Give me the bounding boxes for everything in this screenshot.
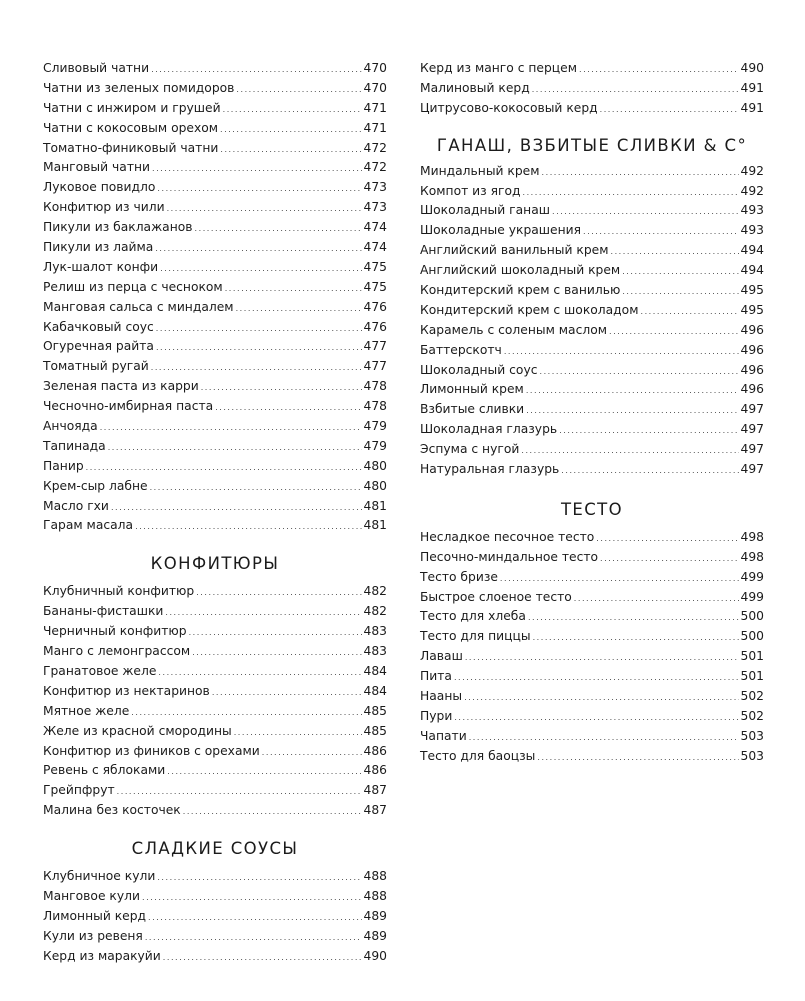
- index-entry: [420, 460, 764, 480]
- dot-leader: [225, 278, 362, 298]
- index-entry: [43, 298, 387, 318]
- dot-leader: [192, 642, 361, 662]
- dot-leader: [148, 907, 361, 927]
- dot-leader: [212, 682, 362, 702]
- dot-leader: [201, 377, 362, 397]
- entry-page-number: 481: [363, 498, 387, 513]
- index-entry: [43, 79, 387, 99]
- dot-leader: [526, 400, 738, 420]
- entry-page-number: 478: [363, 399, 387, 414]
- entry-page-number: 476: [363, 299, 387, 314]
- dot-leader: [223, 99, 362, 119]
- index-entry: [420, 361, 764, 381]
- entry-page-number: 480: [363, 478, 387, 493]
- entry-page-number: 473: [363, 180, 387, 195]
- entry-page-number: 490: [740, 61, 764, 75]
- dot-leader: [236, 79, 361, 99]
- dot-leader: [151, 59, 361, 79]
- entry-title: Кабачковый соус: [43, 319, 154, 334]
- entry-title: Кули из ревеня: [43, 928, 143, 943]
- index-entry: [420, 528, 764, 548]
- index-entry: [420, 747, 764, 767]
- dot-leader: [167, 761, 361, 781]
- entry-page-number: 476: [363, 319, 387, 334]
- entry-title: Огуречная райта: [43, 339, 154, 354]
- entry-page-number: 479: [363, 419, 387, 434]
- section-heading: КОНФИТЮРЫ: [150, 554, 280, 574]
- index-column-left: [43, 59, 387, 967]
- entry-page-number: 498: [740, 549, 764, 564]
- entry-title: Карамель с соленым маслом: [420, 322, 608, 337]
- index-entry: [420, 241, 764, 261]
- entry-title: Тесто для пиццы: [420, 629, 531, 644]
- entry-title: Панир: [43, 458, 84, 473]
- dot-leader: [579, 59, 739, 79]
- index-entry: [43, 642, 387, 662]
- dot-leader: [559, 420, 738, 440]
- dot-leader: [234, 722, 362, 742]
- index-entry: [43, 59, 387, 79]
- dot-leader: [155, 238, 361, 258]
- entry-title: Цитрусово-кокосовый керд: [420, 100, 598, 115]
- index-entry: [43, 158, 387, 178]
- index-entry: [420, 400, 764, 420]
- dot-leader: [142, 887, 362, 907]
- dot-leader: [195, 218, 362, 238]
- entry-page-number: 493: [740, 203, 764, 218]
- dot-leader: [537, 747, 738, 767]
- entry-title: Нааны: [420, 689, 463, 704]
- index-entry: [43, 622, 387, 642]
- index-entry: [43, 337, 387, 357]
- entry-page-number: 488: [363, 869, 387, 884]
- entry-title: Томатный ругай: [43, 359, 149, 374]
- entry-page-number: 472: [363, 160, 387, 175]
- index-entry: [420, 301, 764, 321]
- entry-title: Лимонный керд: [43, 908, 147, 923]
- entry-page-number: 471: [363, 100, 387, 115]
- entry-page-number: 497: [740, 402, 764, 417]
- entry-page-number: 492: [740, 163, 764, 178]
- index-entry: [43, 437, 387, 457]
- entry-page-number: 494: [740, 263, 764, 278]
- entry-page-number: 471: [363, 120, 387, 135]
- entry-title: Конфитюр из фиников с орехами: [43, 743, 260, 758]
- entry-title: Пита: [420, 669, 452, 684]
- index-entry: [43, 278, 387, 298]
- entry-page-number: 473: [363, 200, 387, 215]
- entry-title: Анчояда: [43, 419, 98, 434]
- index-entry: [420, 647, 764, 667]
- dot-leader: [156, 337, 362, 357]
- dot-leader: [552, 201, 739, 221]
- dot-leader: [262, 742, 362, 762]
- entry-page-number: 494: [740, 243, 764, 258]
- index-entry: [43, 867, 387, 887]
- index-entry: [43, 722, 387, 742]
- entry-title: Зеленая паста из карри: [43, 379, 199, 394]
- entry-title: Релиш из перца с чесноком: [43, 279, 223, 294]
- index-entry: [420, 687, 764, 707]
- section-heading: ТЕСТО: [560, 499, 624, 519]
- index-entry: [43, 582, 387, 602]
- dot-leader: [523, 182, 739, 202]
- dot-leader: [521, 440, 738, 460]
- entry-title: Масло гхи: [43, 498, 109, 513]
- entry-title: Керд из манго с перцем: [420, 61, 577, 75]
- dot-leader: [215, 397, 361, 417]
- index-entry: [420, 341, 764, 361]
- entry-title: Конфитюр из нектаринов: [43, 683, 210, 698]
- entry-page-number: 482: [363, 604, 387, 619]
- index-entry: [43, 947, 387, 967]
- entry-title: Клубничное кули: [43, 869, 156, 884]
- dot-leader: [165, 602, 361, 622]
- entry-page-number: 500: [740, 629, 764, 644]
- index-entry: [420, 281, 764, 301]
- index-entry: [420, 201, 764, 221]
- dot-leader: [532, 79, 739, 99]
- entry-title: Пикули из лайма: [43, 240, 154, 255]
- section-heading: СЛАДКИЕ СОУСЫ: [131, 839, 299, 859]
- dot-leader: [145, 927, 362, 947]
- index-entry: [43, 377, 387, 397]
- index-entry: [43, 99, 387, 119]
- entry-title: Желе из красной смородины: [43, 723, 232, 738]
- entry-page-number: 497: [740, 442, 764, 457]
- dot-leader: [163, 947, 362, 967]
- entry-page-number: 475: [363, 279, 387, 294]
- index-entry: [420, 99, 764, 119]
- entry-page-number: 487: [363, 803, 387, 818]
- index-entry: [43, 702, 387, 722]
- entry-page-number: 477: [363, 339, 387, 354]
- index-entry: [43, 318, 387, 338]
- entry-page-number: 475: [363, 259, 387, 274]
- dot-leader: [183, 801, 362, 821]
- index-entry: [420, 568, 764, 588]
- entry-page-number: 488: [363, 888, 387, 903]
- dot-leader: [150, 477, 362, 497]
- index-entry: [420, 59, 764, 79]
- dot-leader: [500, 568, 739, 588]
- entry-title: Ревень с яблоками: [43, 763, 166, 778]
- entry-page-number: 502: [740, 689, 764, 704]
- dot-leader: [151, 357, 362, 377]
- entry-title: Тапинада: [43, 438, 106, 453]
- entry-page-number: 495: [740, 283, 764, 298]
- entry-title: Лук-шалот конфи: [43, 259, 159, 274]
- entry-page-number: 484: [363, 663, 387, 678]
- entry-page-number: 500: [740, 609, 764, 624]
- index-entry: [43, 761, 387, 781]
- index-entry: [420, 380, 764, 400]
- index-entry: [43, 357, 387, 377]
- entry-page-number: 492: [740, 183, 764, 198]
- entry-title: Несладкое песочное тесто: [420, 529, 595, 544]
- entry-page-number: 484: [363, 683, 387, 698]
- dot-leader: [220, 119, 361, 139]
- dot-leader: [454, 707, 738, 727]
- entry-page-number: 491: [740, 100, 764, 115]
- dot-leader: [152, 158, 361, 178]
- entry-page-number: 474: [363, 220, 387, 235]
- index-entry: [43, 238, 387, 258]
- index-entry: [43, 682, 387, 702]
- entry-page-number: 499: [740, 569, 764, 584]
- entry-title: Черничный конфитюр: [43, 624, 187, 639]
- index-entry: [43, 887, 387, 907]
- dot-leader: [540, 361, 739, 381]
- entry-title: Английский шоколадный крем: [420, 263, 621, 278]
- index-entry: [43, 397, 387, 417]
- dot-leader: [610, 241, 738, 261]
- entry-title: Чесночно-имбирная паста: [43, 399, 214, 414]
- entry-title: Гарам масала: [43, 518, 134, 533]
- dot-leader: [469, 727, 739, 747]
- entry-title: Чатни с кокосовым орехом: [43, 120, 219, 135]
- index-entry: [420, 548, 764, 568]
- entry-title: Шоколадная глазурь: [420, 422, 558, 437]
- dot-leader: [236, 298, 362, 318]
- entry-page-number: 490: [363, 948, 387, 963]
- dot-leader: [622, 281, 738, 301]
- dot-leader: [504, 341, 739, 361]
- dot-leader: [220, 139, 361, 159]
- dot-leader: [157, 867, 361, 887]
- entry-title: Кондитерский крем с ванилью: [420, 283, 621, 298]
- dot-leader: [528, 607, 739, 627]
- dot-leader: [189, 622, 362, 642]
- entry-page-number: 480: [363, 458, 387, 473]
- entry-title: Тесто для хлеба: [420, 609, 526, 624]
- index-entry: [43, 801, 387, 821]
- dot-leader: [465, 647, 739, 667]
- index-entry: [43, 927, 387, 947]
- entry-page-number: 478: [363, 379, 387, 394]
- entry-title: Шоколадный ганаш: [420, 203, 550, 218]
- entry-page-number: 496: [740, 342, 764, 357]
- index-entry: [43, 417, 387, 437]
- index-entry: [43, 178, 387, 198]
- dot-leader: [561, 460, 738, 480]
- entry-title: Баттерскотч: [420, 342, 502, 357]
- index-entry: [420, 588, 764, 608]
- entry-page-number: 486: [363, 743, 387, 758]
- dot-leader: [108, 437, 362, 457]
- entry-title: Лаваш: [420, 649, 463, 664]
- entry-title: Шоколадный соус: [420, 362, 538, 377]
- entry-page-number: 489: [363, 908, 387, 923]
- entry-page-number: 485: [363, 703, 387, 718]
- dot-leader: [157, 178, 361, 198]
- entry-title: Бананы-фисташки: [43, 604, 164, 619]
- entry-page-number: 489: [363, 928, 387, 943]
- index-entry: [43, 258, 387, 278]
- entry-title: Мятное желе: [43, 703, 130, 718]
- dot-leader: [160, 258, 361, 278]
- entry-page-number: 487: [363, 783, 387, 798]
- entry-title: Пури: [420, 708, 453, 723]
- index-entry: [43, 907, 387, 927]
- dot-leader: [196, 582, 361, 602]
- index-column-right: [420, 59, 764, 767]
- entry-page-number: 498: [740, 529, 764, 544]
- index-entry: [43, 119, 387, 139]
- entry-title: Взбитые сливки: [420, 402, 525, 417]
- index-entry: [43, 516, 387, 536]
- entry-page-number: 499: [740, 589, 764, 604]
- index-entry: [43, 198, 387, 218]
- entry-title: Натуральная глазурь: [420, 462, 560, 477]
- entry-title: Тесто для баоцзы: [420, 748, 536, 763]
- entry-page-number: 474: [363, 240, 387, 255]
- dot-leader: [100, 417, 362, 437]
- entry-page-number: 477: [363, 359, 387, 374]
- entry-page-number: 470: [363, 80, 387, 95]
- dot-leader: [86, 457, 362, 477]
- dot-leader: [542, 162, 739, 182]
- dot-leader: [640, 301, 738, 321]
- entry-page-number: 497: [740, 462, 764, 477]
- index-entry: [420, 607, 764, 627]
- dot-leader: [596, 528, 738, 548]
- index-entry: [43, 497, 387, 517]
- index-entry: [43, 477, 387, 497]
- entry-title: Клубничный конфитюр: [43, 584, 195, 599]
- entry-title: Пикули из баклажанов: [43, 220, 193, 235]
- section-heading: ГАНАШ, ВЗБИТЫЕ СЛИВКИ & С°: [436, 135, 748, 155]
- entry-page-number: 502: [740, 708, 764, 723]
- dot-leader: [167, 198, 362, 218]
- dot-leader: [583, 221, 738, 241]
- dot-leader: [156, 318, 362, 338]
- dot-leader: [600, 548, 738, 568]
- entry-title: Луковое повидло: [43, 180, 156, 195]
- index-entry: [43, 602, 387, 622]
- dot-leader: [111, 497, 362, 517]
- index-entry: [420, 162, 764, 182]
- dot-leader: [526, 380, 739, 400]
- entry-page-number: 483: [363, 624, 387, 639]
- entry-title: Конфитюр из чили: [43, 200, 165, 215]
- entry-page-number: 491: [740, 80, 764, 95]
- entry-page-number: 495: [740, 302, 764, 317]
- entry-page-number: 483: [363, 644, 387, 659]
- entry-page-number: 496: [740, 322, 764, 337]
- entry-title: Грейпфрут: [43, 783, 115, 798]
- entry-page-number: 501: [740, 669, 764, 684]
- entry-page-number: 496: [740, 362, 764, 377]
- index-entry: [43, 139, 387, 159]
- entry-page-number: 503: [740, 728, 764, 743]
- index-entry: [420, 727, 764, 747]
- entry-page-number: 479: [363, 438, 387, 453]
- entry-title: Томатно-финиковый чатни: [43, 140, 219, 155]
- entry-title: Манго с лемонграссом: [43, 644, 191, 659]
- index-entry: [420, 79, 764, 99]
- entry-title: Шоколадные украшения: [420, 223, 582, 238]
- index-entry: [43, 662, 387, 682]
- entry-page-number: 485: [363, 723, 387, 738]
- entry-page-number: 472: [363, 140, 387, 155]
- dot-leader: [600, 99, 739, 119]
- entry-page-number: 493: [740, 223, 764, 238]
- dot-leader: [117, 781, 362, 801]
- index-entry: [420, 321, 764, 341]
- dot-leader: [131, 702, 361, 722]
- entry-title: Чатни с инжиром и грушей: [43, 100, 221, 115]
- entry-page-number: 496: [740, 382, 764, 397]
- dot-leader: [454, 667, 739, 687]
- entry-title: Манговый чатни: [43, 160, 151, 175]
- entry-page-number: 501: [740, 649, 764, 664]
- entry-title: Керд из маракуйи: [43, 948, 161, 963]
- index-entry: [420, 707, 764, 727]
- entry-page-number: 481: [363, 518, 387, 533]
- entry-title: Песочно-миндальное тесто: [420, 549, 599, 564]
- index-entry: [420, 221, 764, 241]
- index-entry: [420, 182, 764, 202]
- index-entry: [420, 440, 764, 460]
- index-entry: [420, 261, 764, 281]
- entry-title: Манговая сальса с миндалем: [43, 299, 234, 314]
- dot-leader: [158, 662, 361, 682]
- entry-title: Лимонный крем: [420, 382, 524, 397]
- entry-page-number: 470: [363, 61, 387, 75]
- index-entry: [420, 627, 764, 647]
- entry-page-number: 482: [363, 584, 387, 599]
- entry-page-number: 486: [363, 763, 387, 778]
- dot-leader: [464, 687, 738, 707]
- dot-leader: [135, 516, 361, 536]
- entry-title: Крем-сыр лабне: [43, 478, 148, 493]
- entry-page-number: 503: [740, 748, 764, 763]
- index-entry: [43, 742, 387, 762]
- entry-title: Малиновый керд: [420, 80, 530, 95]
- index-entry: [420, 667, 764, 687]
- entry-title: Чапати: [420, 728, 467, 743]
- index-entry: [43, 457, 387, 477]
- entry-title: Сливовый чатни: [43, 61, 150, 75]
- entry-title: Малина без косточек: [43, 803, 181, 818]
- entry-page-number: 497: [740, 422, 764, 437]
- dot-leader: [533, 627, 739, 647]
- entry-title: Быстрое слоеное тесто: [420, 589, 572, 604]
- index-entry: [43, 218, 387, 238]
- entry-title: Эспума с нугой: [420, 442, 520, 457]
- dot-leader: [574, 588, 739, 608]
- entry-title: Тесто бризе: [420, 569, 498, 584]
- entry-title: Миндальный крем: [420, 163, 540, 178]
- index-entry: [420, 420, 764, 440]
- entry-title: Кондитерский крем с шоколадом: [420, 302, 639, 317]
- entry-title: Манговое кули: [43, 888, 140, 903]
- dot-leader: [622, 261, 738, 281]
- entry-title: Компот из ягод: [420, 183, 521, 198]
- entry-title: Чатни из зеленых помидоров: [43, 80, 235, 95]
- dot-leader: [609, 321, 739, 341]
- entry-title: Гранатовое желе: [43, 663, 157, 678]
- index-entry: [43, 781, 387, 801]
- entry-title: Английский ванильный крем: [420, 243, 609, 258]
